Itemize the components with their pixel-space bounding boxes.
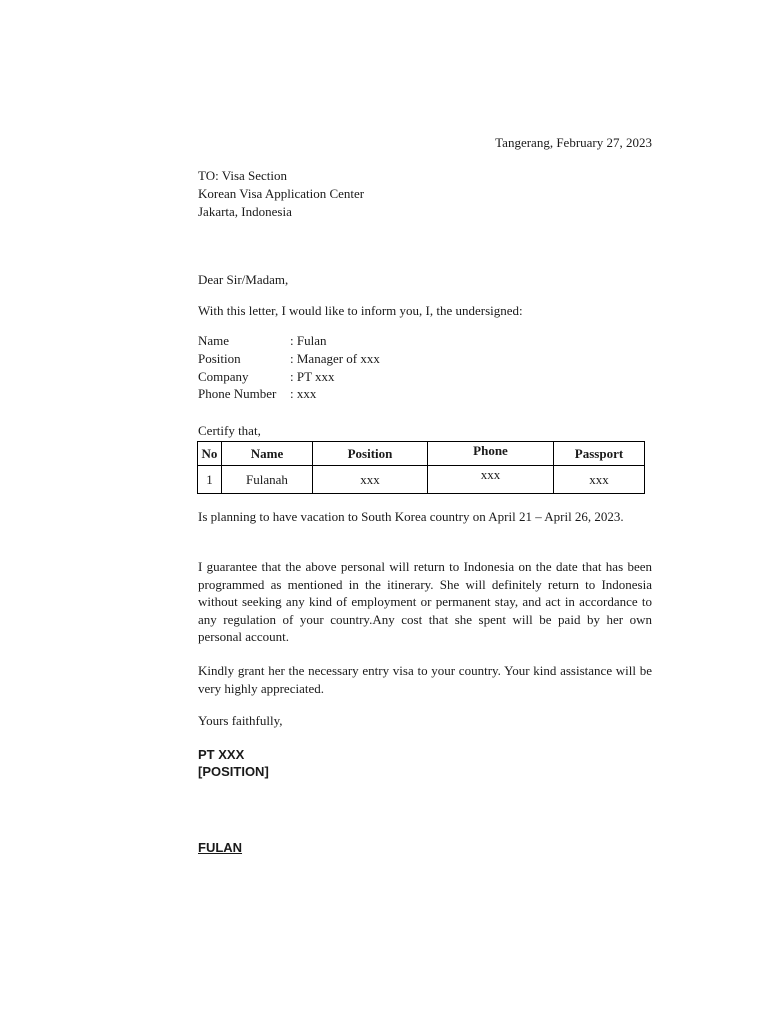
cell-phone: xxx (428, 466, 554, 494)
detail-value: : xxx (290, 386, 317, 402)
detail-label: Company (198, 368, 249, 384)
cell-no: 1 (198, 466, 222, 494)
detail-row (198, 368, 380, 386)
intro-text: With this letter, I would like to inform you, I, the undersigned: (198, 303, 523, 318)
recipient-line: Korean Visa Application Center (198, 186, 365, 201)
certify-text: Certify that, (198, 423, 261, 438)
salutation: Dear Sir/Madam, (198, 272, 289, 287)
body-paragraph: I guarantee that the above personal will return to Indonesia on the date that has been programmed as mentioned in the itinerary. She will definitely return to Indonesia without seeking any kind of employment or permanent stay, and act in accordance to any regulation of your country.Any cost that she spent will be paid by her own personal account. (198, 559, 652, 645)
applicant-details (198, 332, 380, 403)
recipient-address (198, 167, 364, 221)
letter-date: Tangerang, February 27, 2023 (495, 135, 652, 150)
recipient-line: Jakarta, Indonesia (198, 204, 292, 219)
people-table (197, 441, 645, 494)
detail-row (198, 350, 380, 368)
table-row (198, 466, 645, 494)
table-header-row (198, 442, 645, 466)
detail-value: : Manager of xxx (290, 350, 380, 366)
signature-company: PT XXX (198, 747, 245, 762)
signature-position: [POSITION] (198, 764, 269, 779)
signature-name: FULAN (198, 840, 243, 855)
cell-name: Fulanah (222, 466, 313, 494)
detail-label: Position (198, 350, 241, 366)
body-paragraph: Kindly grant her the necessary entry visa to your country. Your kind assistance will be very highly appreciated. (198, 663, 652, 696)
detail-row (198, 385, 380, 403)
header-phone: Phone (428, 442, 554, 466)
header-name: Name (222, 442, 313, 466)
header-passport: Passport (554, 442, 645, 466)
detail-value: : Fulan (290, 333, 327, 348)
cell-passport: xxx (554, 466, 645, 494)
detail-row (198, 332, 380, 350)
recipient-line: TO: Visa Section (198, 168, 288, 183)
body-paragraph: Is planning to have vacation to South Korea country on April 21 – April 26, 2023. (198, 509, 624, 524)
detail-label: Name (198, 333, 230, 348)
closing-text: Yours faithfully, (198, 713, 283, 728)
header-position: Position (313, 442, 428, 466)
cell-position: xxx (313, 466, 428, 494)
header-no: No (198, 442, 222, 466)
detail-label: Phone Number (198, 386, 277, 402)
detail-value: : PT xxx (290, 368, 335, 384)
